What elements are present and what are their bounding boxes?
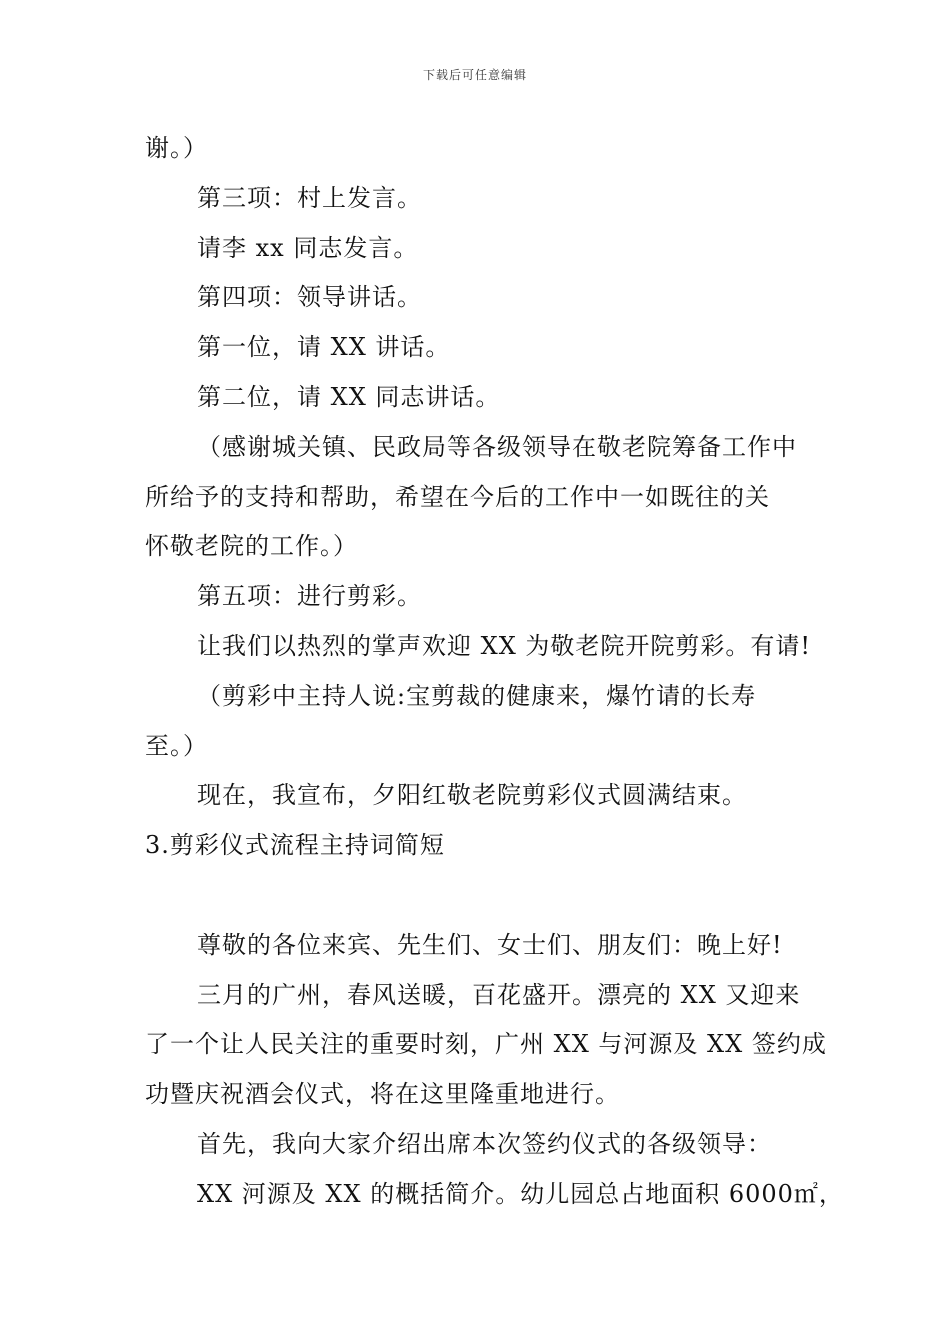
paragraph-line: 请李 xx 同志发言。: [197, 233, 419, 262]
section-heading: 3.剪彩仪式流程主持词简短: [145, 831, 445, 860]
paragraph-line: 三月的广州，春风送暖，百花盛开。漂亮的 XX 又迎来: [197, 980, 801, 1009]
paragraph-line: 了一个让人民关注的重要时刻，广州 XX 与河源及 XX 签约成: [145, 1030, 827, 1059]
paragraph-line: 第一位，请 XX 讲话。: [197, 333, 451, 362]
paragraph-line: XX 河源及 XX 的概括简介。幼儿园总占地面积 6000㎡，: [197, 1179, 844, 1208]
paragraph-line: （感谢城关镇、民政局等各级领导在敬老院筹备工作中: [197, 432, 797, 461]
document-body: [145, 124, 844, 1220]
paragraph-line: 功暨庆祝酒会仪式，将在这里隆重地进行。: [145, 1080, 620, 1109]
paragraph-line: 至。）: [145, 731, 208, 760]
page-header: 下载后可任意编辑: [422, 68, 527, 82]
paragraph-line: 第三项：村上发言。: [197, 183, 422, 212]
paragraph-line: 第五项：进行剪彩。: [197, 582, 422, 611]
paragraph-line: （剪彩中主持人说:宝剪裁的健康来，爆竹请的长寿: [197, 681, 757, 710]
paragraph-line: 怀敬老院的工作。）: [145, 532, 358, 561]
paragraph-line: 首先，我向大家介绍出席本次签约仪式的各级领导：: [197, 1129, 772, 1158]
paragraph-line: 现在，我宣布，夕阳红敬老院剪彩仪式圆满结束。: [197, 781, 747, 810]
paragraph-line: 让我们以热烈的掌声欢迎 XX 为敬老院开院剪彩。有请!: [197, 631, 812, 660]
paragraph-line: 第二位，请 XX 同志讲话。: [197, 382, 501, 411]
paragraph-line: 尊敬的各位来宾、先生们、女士们、朋友们：晚上好!: [197, 930, 783, 959]
paragraph-line: 第四项：领导讲话。: [197, 283, 422, 312]
blank-line: [145, 871, 810, 921]
paragraph-line: 所给予的支持和帮助，希望在今后的工作中一如既往的关: [145, 482, 770, 511]
paragraph-line: 谢。）: [145, 134, 208, 162]
